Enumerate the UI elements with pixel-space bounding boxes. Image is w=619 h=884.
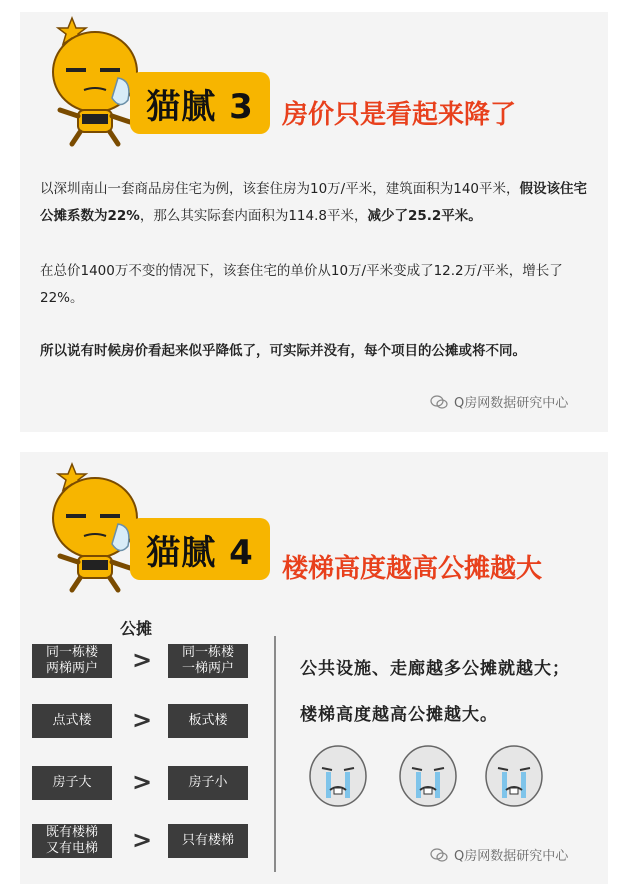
compare-right-4: 只有楼梯 xyxy=(168,824,248,858)
compare-left-2: 点式楼 xyxy=(32,704,112,738)
compare-left-3: 房子大 xyxy=(32,766,112,800)
headline-3: 房价只是看起来降了 xyxy=(282,100,517,130)
paragraph-1-text-b: 假设该住宅公摊系数为22% xyxy=(40,181,587,224)
wechat-icon xyxy=(430,848,448,862)
compare-title: 公摊 xyxy=(120,619,153,638)
compare-op-4: > xyxy=(132,826,153,854)
compare-right-1: 同一栋楼 一梯两户 xyxy=(168,644,248,678)
crying-face-icon xyxy=(398,742,458,808)
claim-2: 楼梯高度越高公摊越大。 xyxy=(300,705,498,725)
compare-op-2: > xyxy=(132,706,153,734)
paragraph-1-text-d: 减少了25.2平米。 xyxy=(367,208,482,224)
compare-op-3: > xyxy=(132,768,153,796)
crying-face-icon xyxy=(308,742,368,808)
compare-right-2: 板式楼 xyxy=(168,704,248,738)
paragraph-2: 在总价1400万不变的情况下，该套住宅的单价从10万/平米变成了12.2万/平米，增长了22%。 xyxy=(40,263,563,306)
paragraph-3: 所以说有时候房价看起来似乎降低了，可实际并没有，每个项目的公摊或将不同。 xyxy=(40,343,526,359)
compare-op-1: > xyxy=(132,646,153,674)
badge-4: 猫腻 4 xyxy=(130,518,270,580)
watermark-4-text: Q房网数据研究中心 xyxy=(454,849,569,864)
wechat-icon xyxy=(430,395,448,409)
compare-left-1: 同一栋楼 两梯两户 xyxy=(32,644,112,678)
badge-3: 猫腻 3 xyxy=(130,72,270,134)
watermark-3 xyxy=(430,392,568,411)
compare-right-3: 房子小 xyxy=(168,766,248,800)
crying-face-icon xyxy=(484,742,544,808)
vertical-divider xyxy=(274,636,276,872)
compare-left-4: 既有楼梯 又有电梯 xyxy=(32,824,112,858)
claim-1: 公共设施、走廊越多公摊就越大； xyxy=(300,659,570,679)
paragraph-1-text-a: 以深圳南山一套商品房住宅为例，该套住房为10万/平米，建筑面积为140平米， xyxy=(40,181,520,197)
paragraph-1 xyxy=(40,176,600,230)
watermark-4 xyxy=(430,845,568,864)
headline-4: 楼梯高度越高公摊越大 xyxy=(282,554,543,584)
watermark-3-text: Q房网数据研究中心 xyxy=(454,396,569,411)
paragraph-1-text-c: ，那么其实际套内面积为114.8平米， xyxy=(139,208,368,224)
